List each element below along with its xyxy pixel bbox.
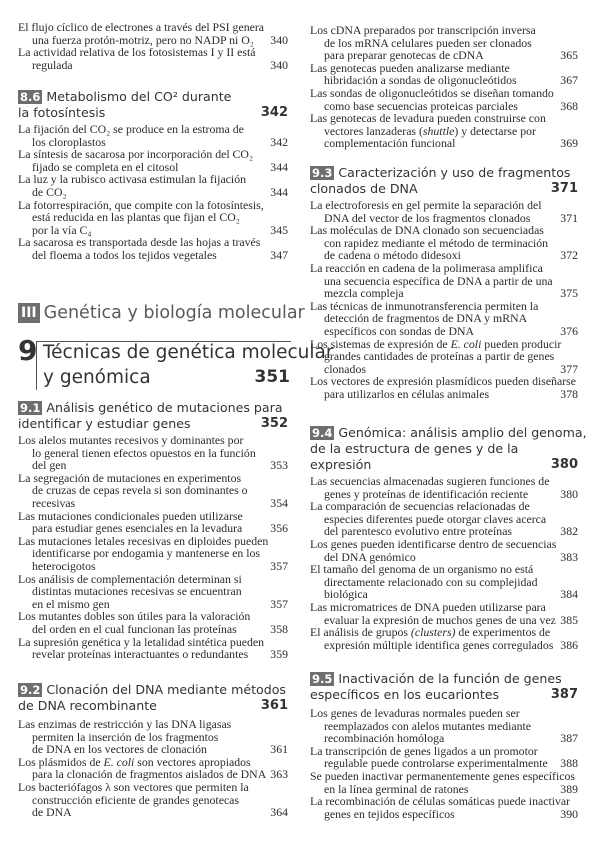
entry-page-number: 383 xyxy=(560,549,578,564)
section-title-line xyxy=(18,698,288,714)
entry-page-number: 388 xyxy=(560,756,578,771)
entry-text: Los genes pueden identificarse dentro de secuencias xyxy=(310,536,557,551)
toc-entry xyxy=(18,434,288,472)
entry-text: Las técnicas de inmunotransferencia permiten la xyxy=(310,298,539,313)
entry-text: La recombinación de células somáticas puede inactivar xyxy=(310,794,571,809)
toc-entry-list xyxy=(18,434,288,661)
entry-text: biológica xyxy=(324,587,368,602)
chapter-title xyxy=(43,340,334,390)
entry-text: de CO₂ xyxy=(32,184,67,199)
toc-entry xyxy=(310,795,578,820)
entry-page-number: 372 xyxy=(560,248,578,263)
entry-text: La sacarosa es transportada desde las hojas a través xyxy=(18,235,261,250)
entry-text: pueden producir xyxy=(481,336,562,351)
entry-page-number: 354 xyxy=(270,495,288,510)
entry-text: específicos con sondas de DNA xyxy=(324,323,475,338)
section-number-badge: 9.3 xyxy=(312,166,333,180)
entry-text: grandes cantidades de proteínas a partir de genes xyxy=(324,349,555,364)
entry-text-italic: E. coli xyxy=(450,336,482,351)
entry-page-number: 340 xyxy=(270,57,288,72)
toc-entry xyxy=(18,46,288,71)
entry-line xyxy=(310,137,578,150)
entry-page-number: 377 xyxy=(560,361,578,376)
entry-page-number: 384 xyxy=(560,587,578,602)
toc-entry-list xyxy=(18,718,288,819)
entry-text: recombinación homóloga xyxy=(324,731,445,746)
entry-text: El tamaño del genoma de un organismo no está xyxy=(310,562,534,577)
entry-text: La fotorrespiración, que compite con la fotosíntesis, xyxy=(18,197,264,212)
entry-text: Los genes de levaduras normales pueden ser xyxy=(310,706,520,720)
entry-text: de los mRNA celulares pueden ser clonados xyxy=(324,35,532,50)
toc-entry xyxy=(18,199,288,237)
toc-entry xyxy=(18,148,288,173)
entry-text: está reducida en las plantas que fijan el CO₂ xyxy=(32,210,240,225)
section-title-line xyxy=(310,181,578,197)
toc-entry xyxy=(18,535,288,573)
section-title-line xyxy=(310,457,578,473)
entry-text: por la vía C₄ xyxy=(32,222,92,237)
section-title-text: identificar y estudiar genes xyxy=(18,416,191,431)
section-number-badge: 9.1 xyxy=(20,401,41,415)
entry-text-italic: E. coli xyxy=(103,754,135,769)
toc-entry xyxy=(310,62,578,87)
entry-text: identificarse por endogamia y mantenerse en los xyxy=(32,546,260,561)
entry-text: El análisis de grupos xyxy=(310,625,411,640)
toc-entry-list xyxy=(18,21,288,71)
entry-text-italic: shuttle xyxy=(422,123,455,138)
toc-entry xyxy=(310,87,578,112)
chapter-title-text: y genómica xyxy=(43,367,151,388)
entry-page-number: 376 xyxy=(560,323,578,338)
entry-text: en la línea germinal de ratones xyxy=(324,781,469,796)
toc-entry xyxy=(18,472,288,510)
entry-text: Las sondas de oligonucleótidos se diseñan tomando xyxy=(310,85,554,100)
toc-entry xyxy=(310,707,578,745)
section-title-text: específicos en los eucariontes xyxy=(310,687,500,702)
section-title-text: Inactivación de la función de genes xyxy=(338,671,562,686)
entry-text: del gen xyxy=(32,458,67,473)
entry-text: reemplazados con alelos mutantes mediante xyxy=(324,718,532,733)
entry-text: detección de fragmentos de DNA y mRNA xyxy=(324,311,528,326)
toc-entry xyxy=(310,224,578,262)
entry-text: con rapidez mediante el método de terminación xyxy=(324,235,549,250)
part-number-badge: III xyxy=(18,303,40,323)
toc-entry xyxy=(310,24,578,62)
entry-page-number: 365 xyxy=(560,48,578,63)
section-title-line xyxy=(310,425,587,441)
entry-page-number: 340 xyxy=(270,32,288,47)
entry-text: Los vectores de expresión plasmídicos pueden diseñarse xyxy=(310,374,577,389)
toc-entry xyxy=(18,123,288,148)
entry-page-number: 382 xyxy=(560,524,578,539)
chapter-page-number: 351 xyxy=(254,367,290,387)
section-title-text: Clonación del DNA mediante métodos xyxy=(46,682,286,697)
entry-page-number: 342 xyxy=(270,134,288,149)
entry-text: La actividad relativa de los fotosistemas I y II está xyxy=(18,45,256,60)
section-title-text: clonados de DNA xyxy=(310,181,418,196)
toc-entry xyxy=(310,745,578,770)
section-title-line xyxy=(310,165,578,181)
entry-text: Las mutaciones condicionales pueden utilizarse xyxy=(18,508,243,523)
entry-page-number: 367 xyxy=(560,73,578,88)
entry-text: del parentesco evolutivo entre proteínas xyxy=(324,524,513,539)
entry-page-number: 357 xyxy=(270,558,288,573)
section-title-text: Caracterización y uso de fragmentos xyxy=(338,165,571,180)
section-heading xyxy=(18,682,288,714)
entry-text: permiten la inserción de los fragmentos xyxy=(32,729,219,744)
entry-page-number: 358 xyxy=(270,621,288,636)
toc-entry xyxy=(310,626,578,651)
entry-text: La supresión genética y la letalidad sintética pueden xyxy=(18,634,265,649)
entry-text: Las enzimas de restricción y las DNA ligasas xyxy=(18,717,232,731)
section-page-number: 352 xyxy=(260,416,288,431)
toc-entry xyxy=(18,510,288,535)
entry-line xyxy=(18,806,288,819)
entry-text: Los sistemas de expresión de xyxy=(310,336,451,351)
toc-entry xyxy=(310,601,578,626)
entry-text: Los mutantes dobles son útiles para la valoración xyxy=(18,609,251,624)
toc-entry xyxy=(310,300,578,338)
section-number-badge: 9.4 xyxy=(312,426,333,440)
entry-text: heterocigotos xyxy=(32,558,96,573)
entry-page-number: 344 xyxy=(270,184,288,199)
section-title-text: la fotosíntesis xyxy=(18,105,106,120)
section-page-number: 342 xyxy=(260,105,288,120)
entry-text: construcción eficiente de grandes genotecas xyxy=(32,792,240,807)
section-title-line xyxy=(310,687,578,703)
entry-text: complementación funcional xyxy=(324,136,456,151)
entry-text: La síntesis de sacarosa por incorporación del CO₂ xyxy=(18,147,254,162)
part-heading xyxy=(18,302,305,323)
entry-line xyxy=(18,648,288,661)
entry-text: en el mismo gen xyxy=(32,596,110,611)
entry-text: genes y proteínas de identificación reciente xyxy=(324,486,529,501)
entry-text-italic: (clusters) xyxy=(410,625,456,640)
entry-text: La fijación del CO₂ se produce en la estroma de xyxy=(18,122,244,136)
entry-text: La luz y la rubisco activasa estimulan la fijación xyxy=(18,172,246,187)
entry-text: de DNA en los vectores de clonación xyxy=(32,742,207,757)
toc-entry xyxy=(18,21,288,46)
toc-entry xyxy=(310,500,578,538)
entry-text: son vectores apropiados xyxy=(134,754,251,769)
entry-line xyxy=(310,388,578,401)
section-title-text: Genómica: análisis amplio del genoma, xyxy=(338,425,587,440)
toc-entry-list xyxy=(18,123,288,262)
section-number-badge: 9.2 xyxy=(20,683,41,697)
entry-page-number: 389 xyxy=(560,781,578,796)
toc-entry xyxy=(18,781,288,819)
section-title-text: de la estructura de genes y de la xyxy=(310,441,519,456)
section-title-text: Metabolismo del CO² durante xyxy=(46,89,232,104)
entry-text: de cadena o método didesoxi xyxy=(324,248,461,263)
entry-text: ) y detectarse por xyxy=(454,123,536,138)
entry-text: para la clonación de fragmentos aislados de DNA xyxy=(32,767,267,782)
entry-page-number: 375 xyxy=(560,286,578,301)
entry-text: Las genotecas pueden analizarse mediante xyxy=(310,60,510,75)
entry-page-number: 344 xyxy=(270,159,288,174)
entry-text: del orden en el cual funcionan las proteínas xyxy=(32,621,237,636)
entry-text: fijado se completa en el citosol xyxy=(32,159,179,174)
entry-page-number: 369 xyxy=(560,136,578,151)
entry-text: La segregación de mutaciones en experimentos xyxy=(18,470,242,485)
entry-text: La reacción en cadena de la polimerasa amplifica xyxy=(310,260,543,275)
section-page-number: 380 xyxy=(550,457,578,472)
section-title-text: expresión xyxy=(310,457,372,472)
section-title-line xyxy=(18,416,288,432)
entry-text: los cloroplastos xyxy=(32,134,106,149)
entry-text: Se pueden inactivar permanentemente genes específicos xyxy=(310,768,575,783)
toc-entry xyxy=(310,563,578,601)
entry-text: La electroforesis en gel permite la separación del xyxy=(310,198,542,212)
entry-page-number: 390 xyxy=(560,806,578,821)
entry-text: lo general tienen efectos opuestos en la función xyxy=(32,445,256,460)
entry-page-number: 356 xyxy=(270,521,288,536)
toc-entry xyxy=(18,636,288,661)
entry-line xyxy=(18,249,288,262)
entry-text: Las moléculas de DNA clonado son secuenciadas xyxy=(310,223,544,238)
chapter-title-line: Técnicas de genética molecular xyxy=(43,342,334,363)
entry-page-number: 371 xyxy=(560,210,578,225)
entry-text: una secuencia específica de DNA a partir de una xyxy=(324,273,553,288)
toc-entry-list xyxy=(310,24,578,150)
entry-page-number: 368 xyxy=(560,98,578,113)
entry-text: Las mutaciones letales recesivas en diploides pueden xyxy=(18,533,269,548)
entry-text: genes en tejidos específicos xyxy=(324,806,455,821)
entry-text: del floema a todos los tejidos vegetales xyxy=(32,247,217,262)
entry-line xyxy=(310,808,578,821)
entry-page-number: 363 xyxy=(270,767,288,782)
entry-text: Las genotecas de levadura pueden construirse con xyxy=(310,111,546,126)
entry-page-number: 345 xyxy=(270,222,288,237)
entry-text: directamente relacionado con su complejidad xyxy=(324,574,538,589)
entry-text: para preparar genotecas de cDNA xyxy=(324,48,484,63)
entry-text: de cruzas de cepas revela si son dominantes o xyxy=(32,483,248,498)
toc-entry xyxy=(18,610,288,635)
section-page-number: 361 xyxy=(260,698,288,713)
section-page-number: 387 xyxy=(550,687,578,702)
toc-entry-list xyxy=(310,199,578,401)
entry-page-number: 353 xyxy=(270,458,288,473)
chapter-title-line xyxy=(43,365,290,390)
entry-text: revelar proteínas interactuantes o redundantes xyxy=(32,647,249,662)
section-title-text: Análisis genético de mutaciones para xyxy=(46,400,283,415)
entry-text: La comparación de secuencias relacionadas de xyxy=(310,499,530,514)
toc-entry xyxy=(18,173,288,198)
entry-line xyxy=(18,59,288,72)
section-title-line xyxy=(18,400,288,416)
entry-text: de experimentos de xyxy=(455,625,551,640)
toc-entry-list xyxy=(310,707,578,820)
section-number-badge: 8.6 xyxy=(20,90,41,104)
entry-text: recesivas xyxy=(32,495,76,510)
section-title-line xyxy=(18,682,288,698)
entry-text: para utilizarlos en células animales xyxy=(324,386,490,401)
entry-text: para estudiar genes esenciales en la levadura xyxy=(32,521,243,536)
entry-text: del DNA genómico xyxy=(324,549,416,564)
entry-page-number: 386 xyxy=(560,637,578,652)
entry-text: una fuerza protón-motriz, pero no NADP ni O₂ xyxy=(32,32,254,47)
section-heading xyxy=(18,400,288,432)
section-heading xyxy=(310,671,578,703)
entry-page-number: 380 xyxy=(560,486,578,501)
toc-entry xyxy=(310,475,578,500)
entry-page-number: 385 xyxy=(560,612,578,627)
entry-text: Los cDNA preparados por transcripción inversa xyxy=(310,23,536,37)
entry-text: expresión múltiple identifica genes corregulados xyxy=(324,637,554,652)
section-number-badge: 9.5 xyxy=(312,672,333,686)
entry-text: La transcripción de genes ligados a un promotor xyxy=(310,743,538,758)
entry-text: especies diferentes puede otorgar claves acerca xyxy=(324,511,547,526)
entry-text: clonados xyxy=(324,361,366,376)
entry-text: Los análisis de complementación determinan si xyxy=(18,571,242,586)
entry-page-number: 359 xyxy=(270,647,288,662)
entry-page-number: 378 xyxy=(560,386,578,401)
toc-entry-list xyxy=(310,475,578,651)
entry-page-number: 361 xyxy=(270,742,288,757)
section-heading xyxy=(310,425,587,473)
toc-entry xyxy=(310,262,578,300)
toc-entry xyxy=(310,338,578,376)
entry-page-number: 387 xyxy=(560,731,578,746)
section-heading xyxy=(18,89,288,121)
section-heading xyxy=(310,165,578,197)
entry-text: Los plásmidos de xyxy=(18,754,104,769)
entry-text: hibridación a sondas de oligonucleótidos xyxy=(324,73,517,88)
entry-page-number: 357 xyxy=(270,596,288,611)
entry-text: Los bacteriófagos λ son vectores que permiten la xyxy=(18,779,249,794)
entry-text: Los alelos mutantes recesivos y dominantes por xyxy=(18,433,244,447)
entry-text: regulable puede controlarse experimentalmente xyxy=(324,756,548,771)
section-title-line xyxy=(310,441,578,457)
entry-text: mezcla compleja xyxy=(324,286,404,301)
entry-text: vectores lanzaderas ( xyxy=(324,123,423,138)
part-title: Genética y biología molecular xyxy=(43,302,305,323)
toc-entry xyxy=(310,112,578,150)
section-title-line xyxy=(18,105,288,121)
entry-text: de DNA xyxy=(32,805,72,820)
entry-text: El flujo cíclico de electrones a través del PSI genera xyxy=(18,20,264,34)
entry-text: DNA del vector de los fragmentos clonados xyxy=(324,210,531,225)
chapter-number: 9 xyxy=(18,334,38,367)
toc-entry xyxy=(310,199,578,224)
section-page-number: 371 xyxy=(550,181,578,196)
section-title-line xyxy=(310,671,578,687)
entry-text: distintas mutaciones recesivas se encuentran xyxy=(32,584,242,599)
toc-entry xyxy=(18,573,288,611)
entry-page-number: 347 xyxy=(270,247,288,262)
entry-text: como base secuencias proteicas parciales xyxy=(324,98,518,113)
toc-entry xyxy=(18,718,288,756)
toc-entry xyxy=(310,375,578,400)
toc-entry xyxy=(310,538,578,563)
entry-text: Las micromatrices de DNA pueden utilizarse para xyxy=(310,599,546,614)
toc-entry xyxy=(310,770,578,795)
toc-entry xyxy=(18,236,288,261)
entry-text: evaluar la expresión de muchos genes de una vez xyxy=(324,612,556,627)
toc-entry xyxy=(18,756,288,781)
entry-text: Las secuencias almacenadas sugieren funciones de xyxy=(310,474,550,488)
section-title-text: de DNA recombinante xyxy=(18,698,157,713)
entry-page-number: 364 xyxy=(270,805,288,820)
entry-line xyxy=(310,639,578,652)
entry-text: regulada xyxy=(32,57,73,72)
section-title-line xyxy=(18,89,288,105)
